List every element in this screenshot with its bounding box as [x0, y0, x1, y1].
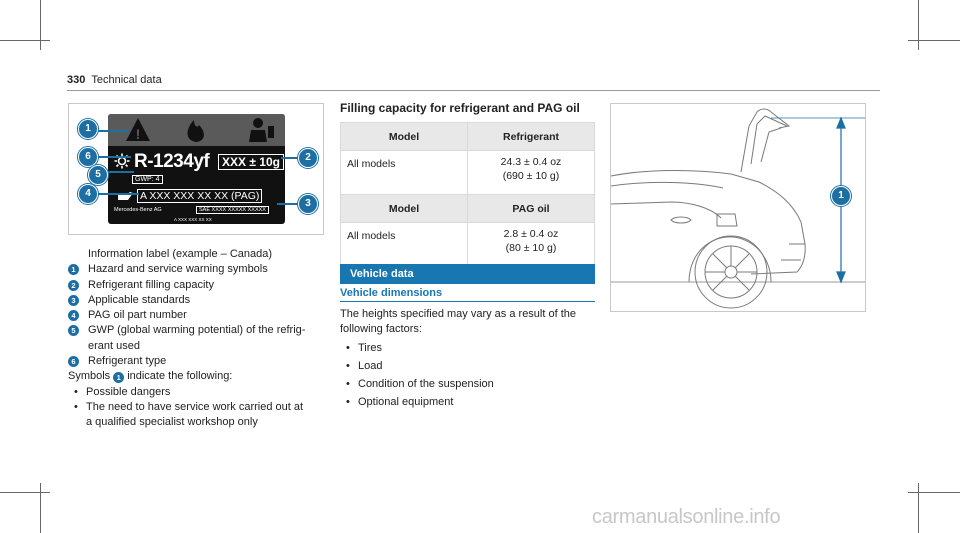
callout-2: 2 [298, 148, 318, 168]
crop-mark [0, 40, 50, 41]
table-header: Refrigerant [468, 123, 595, 151]
table-header-row [341, 195, 595, 223]
filling-capacity: XXX ± 10g [218, 154, 284, 170]
crop-mark [918, 483, 919, 533]
bullet-item: • Load [340, 359, 595, 374]
bullet-item: • The need to have service work carried out at [68, 400, 328, 415]
crop-mark [40, 483, 41, 533]
callout-5: 5 [88, 165, 108, 185]
legend-item: 2 Refrigerant filling capacity [68, 278, 328, 293]
watermark: carmanualsonline.info [592, 506, 781, 528]
table-header-row [341, 123, 595, 151]
car-rear-illustration [611, 104, 865, 311]
legend-item: 6 Refrigerant type [68, 354, 328, 369]
callout-1: 1 [78, 119, 98, 139]
table-header: PAG oil [468, 195, 595, 223]
legend-item-continued: erant used [88, 339, 140, 352]
table-row [341, 223, 595, 267]
refrigerant-type: R-1234yf [134, 151, 210, 172]
table-cell: All models [341, 151, 468, 195]
symbols-line: Symbols 1 indicate the following: [68, 370, 233, 383]
page-header [67, 74, 162, 86]
callout-6: 6 [78, 147, 98, 167]
bullet-item: • Tires [340, 341, 595, 356]
info-label-figure [68, 103, 324, 235]
bullet-item: • Optional equipment [340, 395, 595, 410]
bullet-item: • Condition of the suspension [340, 377, 595, 392]
warning-symbols-icon [108, 114, 285, 146]
callout-3: 3 [298, 194, 318, 214]
intro-text: following factors: [340, 323, 422, 336]
bullet-item-continued: a qualified specialist workshop only [86, 416, 258, 429]
info-label [108, 114, 285, 224]
legend-item: 5 GWP (global warming potential) of the refrig- [68, 323, 328, 338]
bullet-item: • Possible dangers [68, 385, 328, 400]
page-number: 330 [67, 74, 86, 86]
legend-item: 1 Hazard and service warning symbols [68, 262, 328, 277]
section-title: Technical data [91, 74, 162, 86]
warning-symbol-strip [108, 114, 285, 146]
table-cell: All models [341, 223, 468, 267]
vehicle-height-figure [610, 103, 866, 312]
gwp-value: GWP: 4 [132, 175, 163, 184]
header-rule [67, 90, 880, 91]
table-header: Model [341, 123, 468, 151]
pag-oil-part-number: A XXX XXX XX XX (PAG) [137, 189, 262, 203]
oil-can-icon [116, 190, 134, 202]
crop-mark [908, 40, 960, 41]
figure-caption: Information label (example – Canada) [88, 248, 273, 260]
table-header: Model [341, 195, 468, 223]
legend [68, 247, 328, 431]
crop-mark [908, 492, 960, 493]
section-heading: Vehicle data [340, 264, 595, 284]
filling-capacity-title: Filling capacity for refrigerant and PAG oil [340, 101, 580, 115]
svg-text:!: ! [135, 126, 141, 142]
crop-mark [0, 492, 50, 493]
filling-capacity-table [340, 122, 595, 267]
legend-item: 4 PAG oil part number [68, 308, 328, 323]
label-part-number: A XXX XXX XX XX [174, 217, 212, 222]
table-cell: 2.8 ± 0.4 oz (80 ± 10 g) [468, 223, 595, 267]
manufacturer: Mercedes-Benz AG [114, 207, 162, 213]
leader-line [91, 193, 139, 195]
callout-4: 4 [78, 184, 98, 204]
vehicle-dimensions-text [340, 307, 595, 411]
sae-standard: SAE XXXX XXXXX XXXXX [196, 206, 269, 214]
callout-1: 1 [831, 186, 851, 206]
subsection-heading: Vehicle dimensions [340, 287, 595, 302]
table-row [341, 151, 595, 195]
table-cell: 24.3 ± 0.4 oz (690 ± 10 g) [468, 151, 595, 195]
legend-item: 3 Applicable standards [68, 293, 328, 308]
crop-mark [918, 0, 919, 50]
intro-text: The heights specified may vary as a result of the [340, 308, 577, 320]
crop-mark [40, 0, 41, 50]
